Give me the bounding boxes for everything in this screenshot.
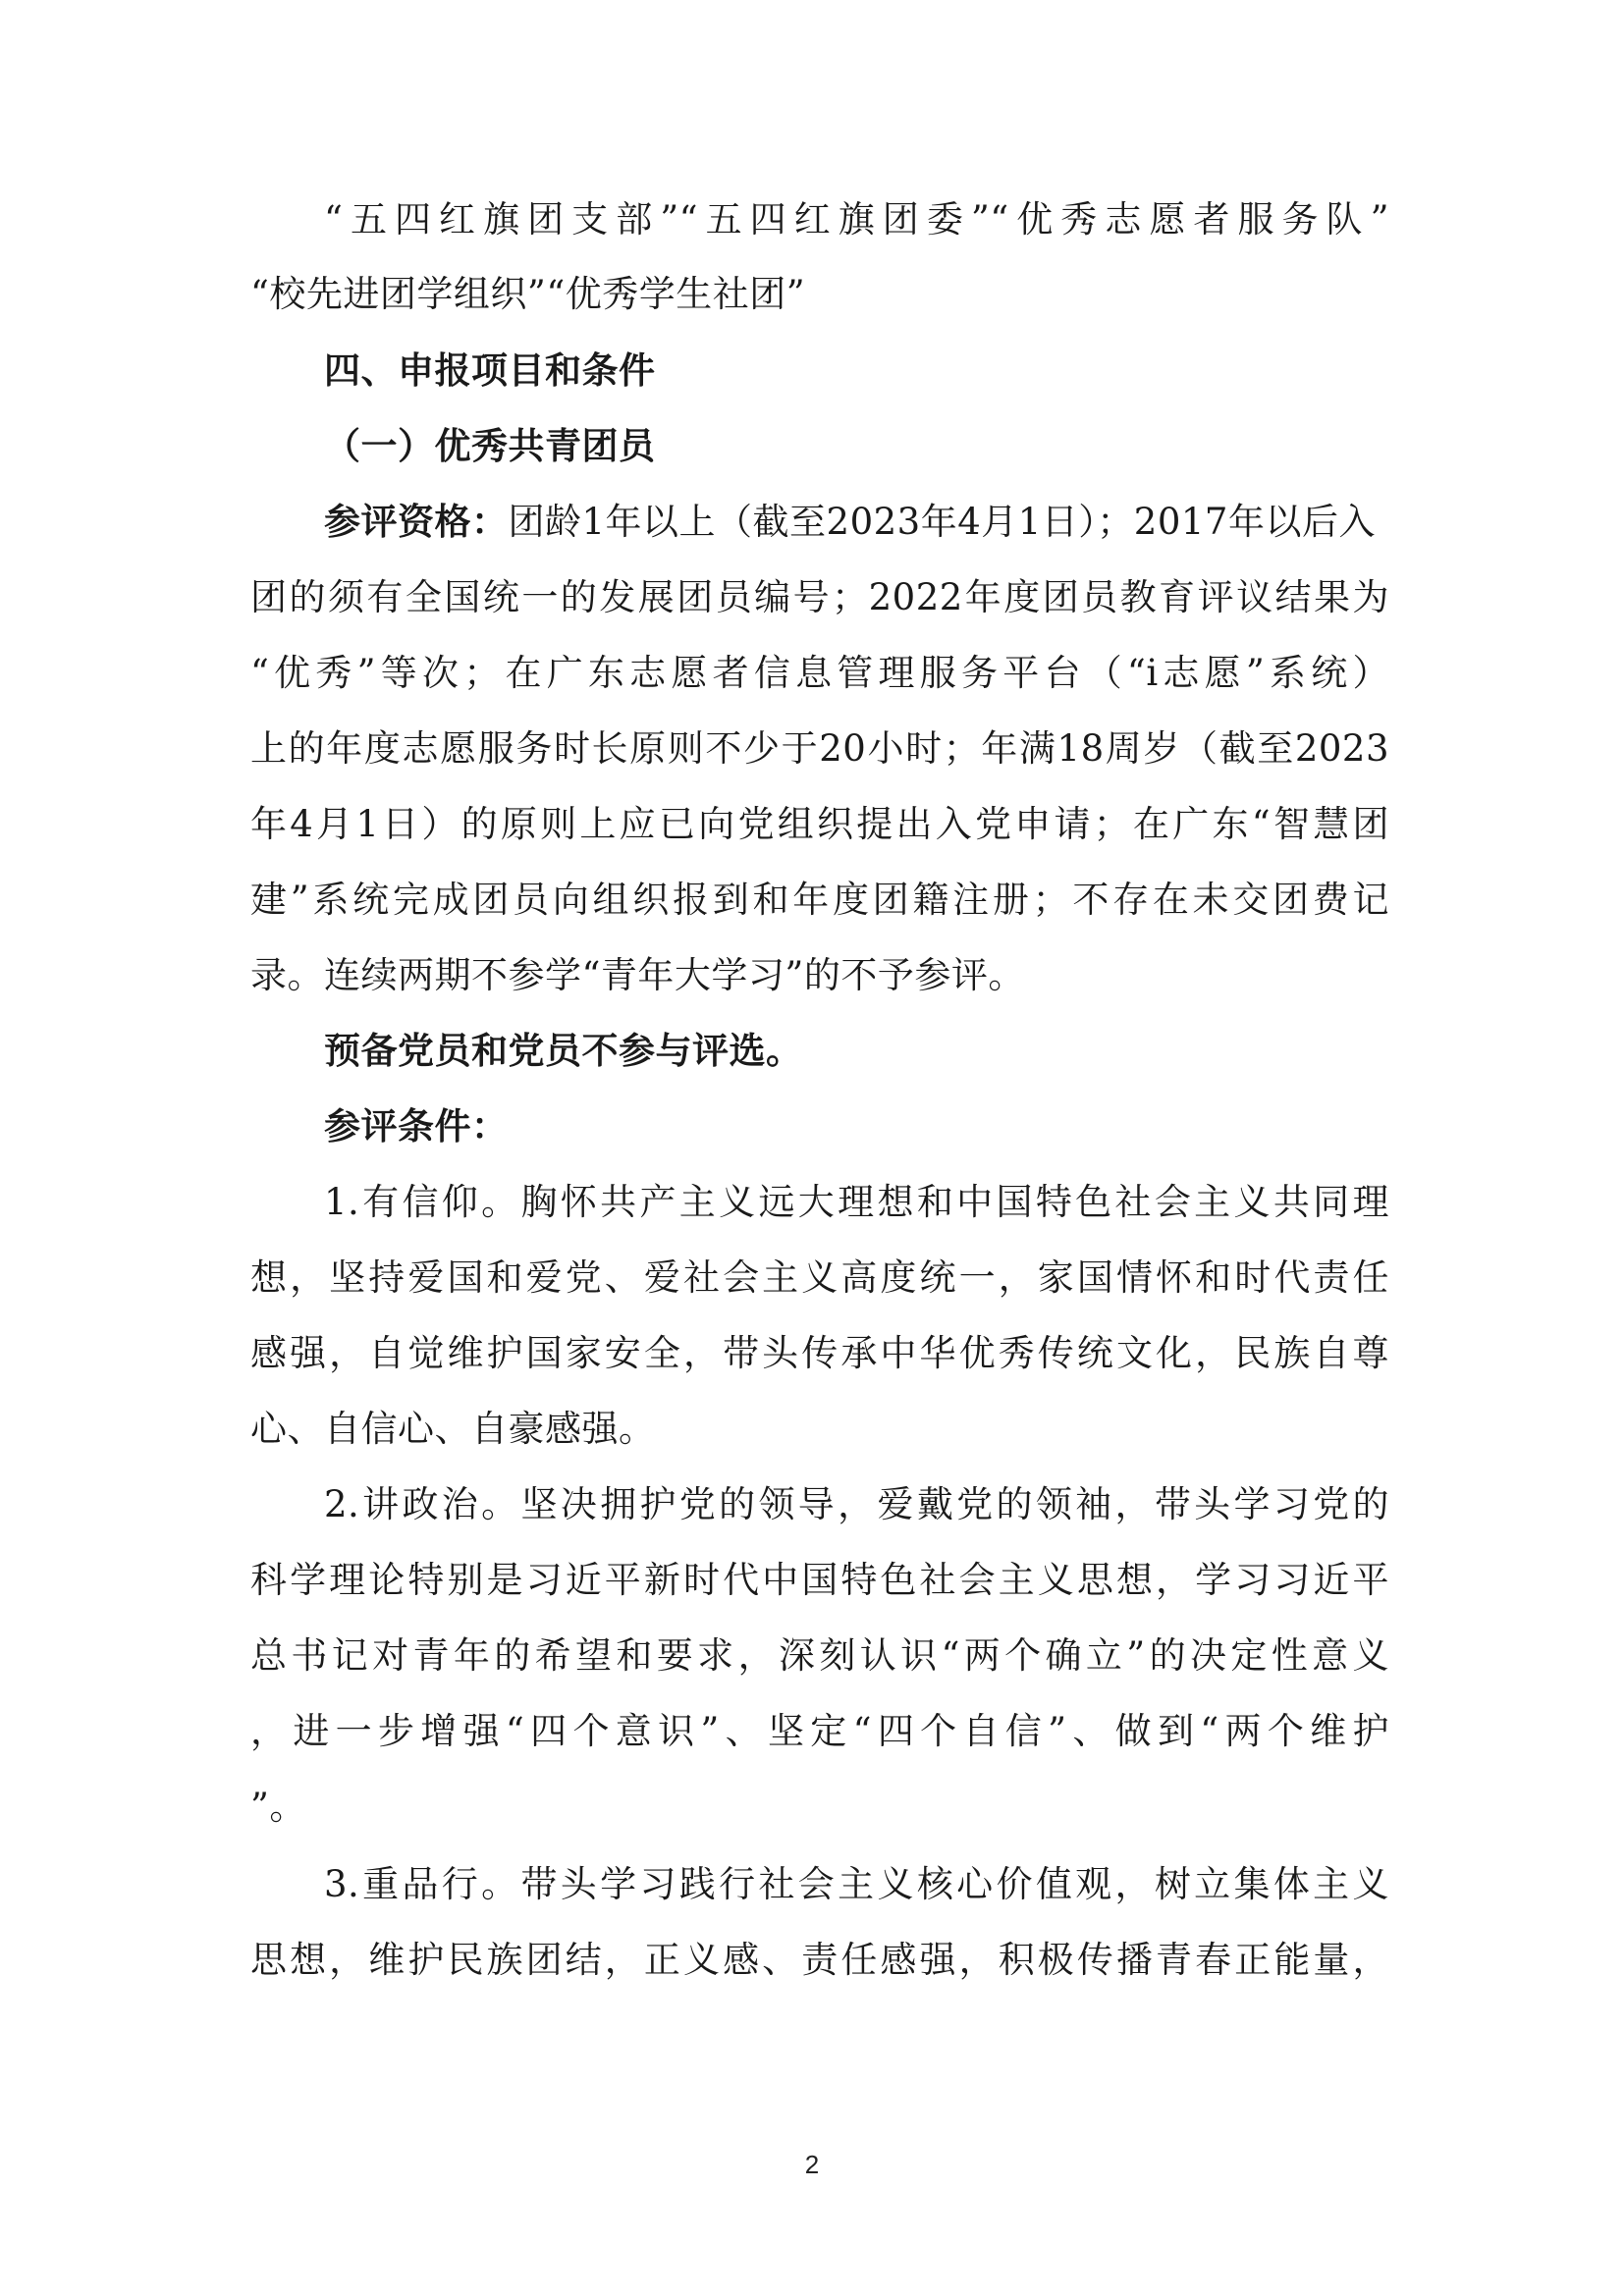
paragraph-award-list-line-2: “校先进团学组织”“优秀学生社团” [250,273,806,315]
criterion-1-line-2: 想，坚持爱国和爱党、爱社会主义高度统一，家国情怀和时代责任 [250,1256,1389,1299]
page-number: 2 [804,2150,820,2179]
eligibility-text: 团龄1年以上（截至2023年4月1日）；2017年以后入 [508,501,1376,543]
criterion-2-line-3: 总书记对青年的希望和要求，深刻认识“两个确立”的决定性意义 [250,1634,1389,1677]
criterion-2-line-2: 科学理论特别是习近平新时代中国特色社会主义思想，学习习近平 [250,1559,1389,1601]
eligibility-paragraph-line-6: 建”系统完成团员向组织报到和年度团籍注册；不存在未交团费记 [250,879,1389,921]
exclusion-note: 预备党员和党员不参与评选。 [324,1030,803,1072]
criterion-2-line-5: ”。 [250,1786,306,1828]
criterion-1-line-4: 心、自信心、自豪感强。 [250,1408,656,1450]
criterion-1-line-1: 1.有信仰。胸怀共产主义远大理想和中国特色社会主义共同理 [324,1181,1389,1223]
eligibility-paragraph-line-5: 年4月1日）的原则上应已向党组织提出入党申请；在广东“智慧团 [250,803,1389,845]
criterion-3-line-1: 3.重品行。带头学习践行社会主义核心价值观，树立集体主义 [324,1863,1389,1905]
criterion-3-line-2: 思想，维护民族团结，正义感、责任感强，积极传播青春正能量， [250,1939,1389,1981]
paragraph-award-list-line-1: “五四红旗团支部”“五四红旗团委”“优秀志愿者服务队” [324,198,1389,240]
criterion-2-line-1: 2.讲政治。坚决拥护党的领导，爱戴党的领袖，带头学习党的 [324,1483,1389,1525]
criterion-1-line-3: 感强，自觉维护国家安全，带头传承中华优秀传统文化，民族自尊 [250,1332,1389,1374]
criteria-label: 参评条件： [324,1105,509,1148]
eligibility-paragraph-line-3: “优秀”等次；在广东志愿者信息管理服务平台（“i志愿”系统） [250,652,1389,694]
subsection-heading: （一）优秀共青团员 [324,425,656,467]
section-heading: 四、申报项目和条件 [324,349,656,392]
eligibility-paragraph-line-1 [324,499,1389,546]
eligibility-paragraph-line-4: 上的年度志愿服务时长原则不少于20小时；年满18周岁（截至2023 [250,727,1389,770]
eligibility-paragraph-line-7: 录。连续两期不参学“青年大学习”的不予参评。 [250,954,1025,996]
criterion-2-line-4: ，进一步增强“四个意识”、坚定“四个自信”、做到“两个维护 [250,1710,1389,1752]
eligibility-paragraph-line-2: 团的须有全国统一的发展团员编号；2022年度团员教育评议结果为 [250,576,1389,618]
eligibility-label: 参评资格： [324,501,509,543]
